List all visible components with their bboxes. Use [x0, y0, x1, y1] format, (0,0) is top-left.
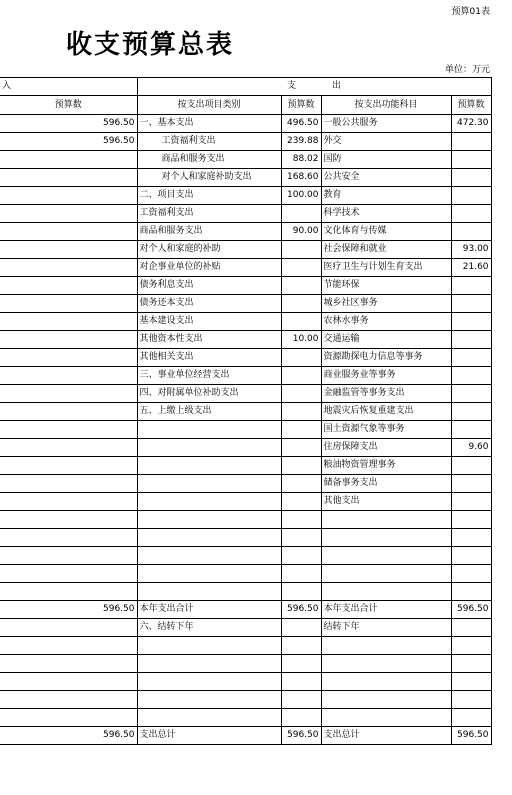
- table-row: [0, 691, 491, 709]
- econ-category-cell: [137, 547, 281, 565]
- income-budget-cell: 596.50: [0, 601, 137, 619]
- table-row: [0, 169, 491, 187]
- econ-category-cell: 债务还本支出: [137, 295, 281, 313]
- income-budget-cell: [0, 187, 137, 205]
- table-row: [0, 565, 491, 583]
- econ-category-cell: [137, 565, 281, 583]
- econ-budget-cell: [281, 313, 321, 331]
- func-budget-cell: [451, 169, 491, 187]
- econ-category-cell: [137, 637, 281, 655]
- table-row: [0, 529, 491, 547]
- income-budget-cell: [0, 277, 137, 295]
- income-budget-cell: [0, 619, 137, 637]
- econ-budget-cell: 596.50: [281, 601, 321, 619]
- table-row: [0, 457, 491, 475]
- func-category-cell: 城乡社区事务: [321, 295, 451, 313]
- func-budget-cell: [451, 313, 491, 331]
- income-budget-cell: [0, 673, 137, 691]
- econ-category-cell: 债务利息支出: [137, 277, 281, 295]
- econ-category-cell: 三、事业单位经营支出: [137, 367, 281, 385]
- func-category-cell: 资源勘探电力信息等事务: [321, 349, 451, 367]
- func-category-cell: 文化体育与传媒: [321, 223, 451, 241]
- func-budget-cell: [451, 133, 491, 151]
- econ-budget-cell: [281, 565, 321, 583]
- form-number: 预算01表: [451, 7, 490, 17]
- header-row-columns: [0, 96, 491, 115]
- income-budget-cell: [0, 493, 137, 511]
- econ-budget-cell: 10.00: [281, 331, 321, 349]
- func-category-cell: [321, 565, 451, 583]
- func-category-cell: 交通运输: [321, 331, 451, 349]
- func-category-cell: [321, 583, 451, 601]
- table-row: [0, 637, 491, 655]
- table-row: [0, 223, 491, 241]
- income-budget-cell: [0, 223, 137, 241]
- table-row: [0, 133, 491, 151]
- econ-category-cell: 基本建设支出: [137, 313, 281, 331]
- income-budget-cell: [0, 169, 137, 187]
- econ-category-cell: 其他相关支出: [137, 349, 281, 367]
- func-budget-cell: 596.50: [451, 601, 491, 619]
- func-category-cell: 公共安全: [321, 169, 451, 187]
- income-budget-cell: [0, 349, 137, 367]
- func-budget-cell: [451, 385, 491, 403]
- income-budget-cell: [0, 295, 137, 313]
- income-budget-cell: [0, 313, 137, 331]
- table-row: [0, 277, 491, 295]
- income-budget-cell: 596.50: [0, 727, 137, 745]
- header-row-group: [0, 78, 491, 96]
- econ-category-cell: 五、上缴上级支出: [137, 403, 281, 421]
- func-budget-cell: [451, 565, 491, 583]
- income-budget-cell: [0, 439, 137, 457]
- econ-category-cell: [137, 511, 281, 529]
- econ-category-cell: 其他资本性支出: [137, 331, 281, 349]
- func-budget-cell: [451, 403, 491, 421]
- econ-budget-cell: [281, 691, 321, 709]
- func-category-cell: 其他支出: [321, 493, 451, 511]
- func-budget-cell: [451, 655, 491, 673]
- econ-budget-cell: [281, 493, 321, 511]
- unit-label: 单位：万元: [444, 65, 490, 75]
- func-budget-cell: [451, 475, 491, 493]
- econ-budget-cell: 168.60: [281, 169, 321, 187]
- income-budget-cell: [0, 529, 137, 547]
- econ-budget-cell: [281, 547, 321, 565]
- func-budget-cell: [451, 637, 491, 655]
- func-budget-cell: [451, 277, 491, 295]
- func-category-cell: 结转下年: [321, 619, 451, 637]
- income-budget-cell: [0, 421, 137, 439]
- table-row: [0, 295, 491, 313]
- func-budget-cell: [451, 529, 491, 547]
- econ-category-cell: [137, 439, 281, 457]
- econ-category-cell: [137, 493, 281, 511]
- func-category-cell: 医疗卫生与计划生育支出: [321, 259, 451, 277]
- income-budget-cell: [0, 547, 137, 565]
- econ-budget-cell: [281, 475, 321, 493]
- income-budget-cell: 596.50: [0, 115, 137, 133]
- func-category-cell: [321, 673, 451, 691]
- table-row: [0, 421, 491, 439]
- econ-category-cell: 六、结转下年: [137, 619, 281, 637]
- econ-budget-cell: [281, 277, 321, 295]
- col-header-income-budget: 预算数: [0, 96, 137, 115]
- econ-category-cell: [137, 529, 281, 547]
- econ-budget-cell: [281, 619, 321, 637]
- econ-category-cell: [137, 709, 281, 727]
- econ-category-cell: 四、对附属单位补助支出: [137, 385, 281, 403]
- income-budget-cell: [0, 457, 137, 475]
- econ-category-cell: 对企事业单位的补贴: [137, 259, 281, 277]
- func-category-cell: [321, 709, 451, 727]
- econ-budget-cell: [281, 241, 321, 259]
- econ-budget-cell: [281, 439, 321, 457]
- econ-budget-cell: [281, 295, 321, 313]
- econ-budget-cell: [281, 259, 321, 277]
- func-budget-cell: [451, 511, 491, 529]
- func-budget-cell: [451, 547, 491, 565]
- func-budget-cell: [451, 583, 491, 601]
- func-budget-cell: [451, 691, 491, 709]
- income-budget-cell: [0, 205, 137, 223]
- func-category-cell: 本年支出合计: [321, 601, 451, 619]
- income-budget-cell: [0, 475, 137, 493]
- func-budget-cell: [451, 151, 491, 169]
- table-row: [0, 673, 491, 691]
- income-budget-cell: [0, 241, 137, 259]
- econ-category-cell: [137, 673, 281, 691]
- econ-category-cell: [137, 655, 281, 673]
- budget-table: [0, 77, 492, 745]
- table-row: [0, 619, 491, 637]
- table-row: [0, 205, 491, 223]
- func-category-cell: 科学技术: [321, 205, 451, 223]
- table-row: [0, 331, 491, 349]
- func-category-cell: 支出总计: [321, 727, 451, 745]
- econ-category-cell: 本年支出合计: [137, 601, 281, 619]
- func-budget-cell: [451, 205, 491, 223]
- func-category-cell: [321, 655, 451, 673]
- econ-budget-cell: 100.00: [281, 187, 321, 205]
- econ-budget-cell: [281, 529, 321, 547]
- func-category-cell: 外交: [321, 133, 451, 151]
- table-row: [0, 259, 491, 277]
- func-budget-cell: 9.60: [451, 439, 491, 457]
- func-category-cell: 节能环保: [321, 277, 451, 295]
- table-row: [0, 601, 491, 619]
- func-budget-cell: [451, 331, 491, 349]
- econ-budget-cell: [281, 349, 321, 367]
- income-budget-cell: [0, 655, 137, 673]
- econ-category-cell: 对个人和家庭补助支出: [137, 169, 281, 187]
- income-budget-cell: [0, 151, 137, 169]
- income-budget-cell: [0, 511, 137, 529]
- econ-budget-cell: [281, 403, 321, 421]
- econ-budget-cell: [281, 655, 321, 673]
- table-row: [0, 187, 491, 205]
- econ-budget-cell: [281, 205, 321, 223]
- table-row: [0, 403, 491, 421]
- income-budget-cell: [0, 709, 137, 727]
- econ-budget-cell: 596.50: [281, 727, 321, 745]
- income-budget-cell: [0, 385, 137, 403]
- income-budget-cell: [0, 637, 137, 655]
- func-category-cell: 一般公共服务: [321, 115, 451, 133]
- table-row: [0, 385, 491, 403]
- func-budget-cell: 93.00: [451, 241, 491, 259]
- col-header-econ-budget: 预算数: [281, 96, 321, 115]
- func-category-cell: 商业服务业等事务: [321, 367, 451, 385]
- table-row: [0, 583, 491, 601]
- table-row: [0, 547, 491, 565]
- econ-budget-cell: 496.50: [281, 115, 321, 133]
- econ-budget-cell: [281, 637, 321, 655]
- econ-budget-cell: 239.88: [281, 133, 321, 151]
- func-budget-cell: [451, 295, 491, 313]
- func-budget-cell: 472.30: [451, 115, 491, 133]
- table-row: [0, 115, 491, 133]
- func-category-cell: 国防: [321, 151, 451, 169]
- table-row: [0, 241, 491, 259]
- func-category-cell: 国土资源气象等事务: [321, 421, 451, 439]
- func-budget-cell: [451, 349, 491, 367]
- table-row: [0, 367, 491, 385]
- col-header-econ-category: 按支出项目类别: [137, 96, 281, 115]
- econ-category-cell: 一、基本支出: [137, 115, 281, 133]
- func-category-cell: [321, 547, 451, 565]
- func-category-cell: 教育: [321, 187, 451, 205]
- table-row: [0, 439, 491, 457]
- econ-category-cell: 工资福利支出: [137, 205, 281, 223]
- page-title: 收支预算总表: [66, 30, 235, 60]
- econ-category-cell: 支出总计: [137, 727, 281, 745]
- func-category-cell: 地震灾后恢复重建支出: [321, 403, 451, 421]
- expense-group-header: 支 出: [137, 78, 491, 96]
- func-category-cell: 住房保障支出: [321, 439, 451, 457]
- func-category-cell: [321, 691, 451, 709]
- econ-category-cell: 工资福利支出: [137, 133, 281, 151]
- func-budget-cell: 21.60: [451, 259, 491, 277]
- income-budget-cell: [0, 367, 137, 385]
- income-budget-cell: [0, 403, 137, 421]
- econ-budget-cell: [281, 673, 321, 691]
- table-row: [0, 727, 491, 745]
- func-budget-cell: [451, 673, 491, 691]
- econ-budget-cell: 88.02: [281, 151, 321, 169]
- econ-budget-cell: [281, 709, 321, 727]
- econ-budget-cell: [281, 421, 321, 439]
- func-budget-cell: [451, 421, 491, 439]
- income-budget-cell: [0, 583, 137, 601]
- income-budget-cell: [0, 331, 137, 349]
- econ-category-cell: 对个人和家庭的补助: [137, 241, 281, 259]
- econ-category-cell: 商品和服务支出: [137, 151, 281, 169]
- table-row: [0, 313, 491, 331]
- table-row: [0, 511, 491, 529]
- econ-category-cell: [137, 457, 281, 475]
- econ-category-cell: [137, 583, 281, 601]
- table-row: [0, 709, 491, 727]
- func-category-cell: [321, 529, 451, 547]
- func-budget-cell: [451, 187, 491, 205]
- func-budget-cell: [451, 367, 491, 385]
- func-category-cell: 农林水事务: [321, 313, 451, 331]
- func-budget-cell: 596.50: [451, 727, 491, 745]
- income-budget-cell: [0, 259, 137, 277]
- income-budget-cell: [0, 691, 137, 709]
- func-category-cell: [321, 637, 451, 655]
- econ-budget-cell: [281, 385, 321, 403]
- func-category-cell: 社会保障和就业: [321, 241, 451, 259]
- econ-category-cell: [137, 421, 281, 439]
- func-budget-cell: [451, 619, 491, 637]
- econ-category-cell: [137, 691, 281, 709]
- econ-budget-cell: [281, 367, 321, 385]
- income-budget-cell: [0, 565, 137, 583]
- table-body: [0, 115, 491, 745]
- func-budget-cell: [451, 493, 491, 511]
- func-category-cell: 粮油物资管理事务: [321, 457, 451, 475]
- econ-category-cell: 二、项目支出: [137, 187, 281, 205]
- table-row: [0, 475, 491, 493]
- table-row: [0, 655, 491, 673]
- func-category-cell: [321, 511, 451, 529]
- econ-budget-cell: [281, 511, 321, 529]
- func-category-cell: 储备事务支出: [321, 475, 451, 493]
- econ-budget-cell: [281, 457, 321, 475]
- table-row: [0, 349, 491, 367]
- econ-category-cell: 商品和服务支出: [137, 223, 281, 241]
- func-budget-cell: [451, 223, 491, 241]
- col-header-func-budget: 预算数: [451, 96, 491, 115]
- income-header-fragment: 入: [0, 78, 137, 96]
- func-budget-cell: [451, 457, 491, 475]
- econ-category-cell: [137, 475, 281, 493]
- econ-budget-cell: 90.00: [281, 223, 321, 241]
- table-row: [0, 151, 491, 169]
- table-row: [0, 493, 491, 511]
- func-budget-cell: [451, 709, 491, 727]
- col-header-func-category: 按支出功能科目: [321, 96, 451, 115]
- econ-budget-cell: [281, 583, 321, 601]
- func-category-cell: 金融监管等事务支出: [321, 385, 451, 403]
- income-budget-cell: 596.50: [0, 133, 137, 151]
